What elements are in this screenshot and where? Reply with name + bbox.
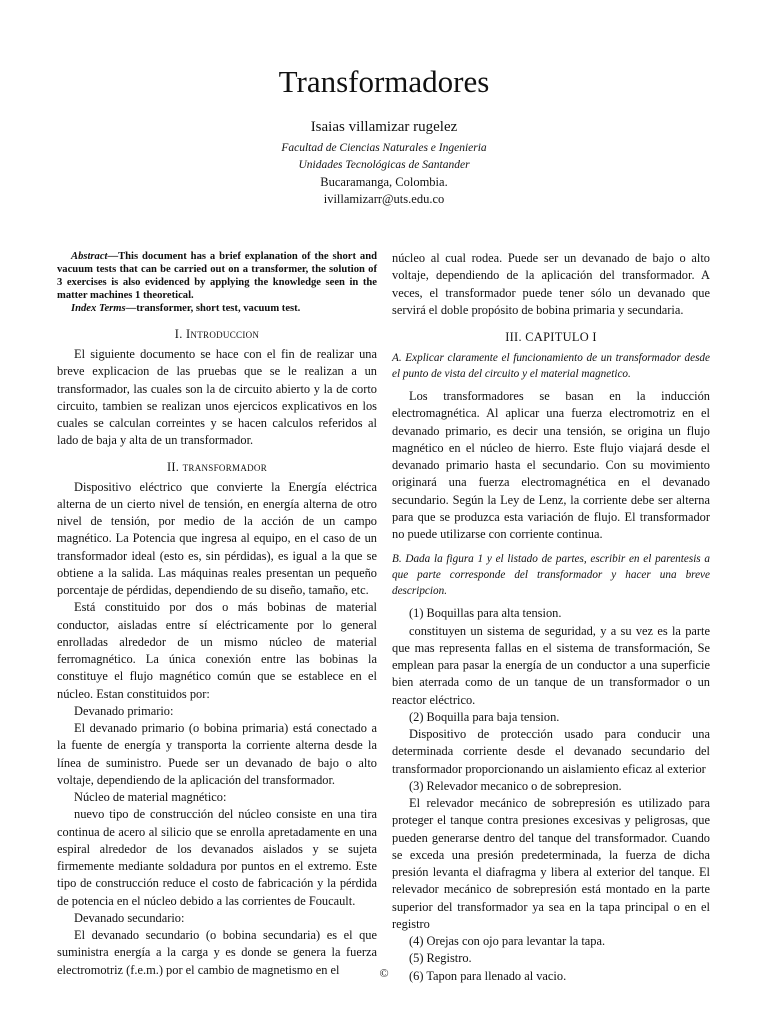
section-3-name: CAPITULO I <box>525 330 597 344</box>
paragraph: Devanado primario: <box>74 703 174 718</box>
list-item: (4) Orejas con ojo para levantar la tapa. <box>409 934 606 948</box>
paragraph: Dispositivo de protección usado para conducir una determinada corriente desde el devanado secundario del transformador proporcionando un aislamiento eficaz al exterior <box>392 727 710 776</box>
author-name: Isaias villamizar rugelez <box>310 119 458 135</box>
paragraph: El devanado primario (o bobina primaria) está conectado a la fuente de energía y transporta la corriente alterna desde la línea de suministro. Puede ser un devanado de bajo o alto voltaje, dependiendo de la aplicación del transformador. <box>57 721 377 787</box>
right-column <box>392 250 710 985</box>
author-university: Unidades Tecnológicas de Santander <box>298 159 470 171</box>
copyright-mark: © <box>379 966 389 980</box>
list-item: (6) Tapon para llenado al vacio. <box>409 968 567 983</box>
paragraph: Núcleo de material magnético: <box>74 790 227 804</box>
list-item: (1) Boquillas para alta tension. <box>409 606 562 621</box>
list-item: (5) Registro. <box>409 951 472 966</box>
paragraph: nuevo tipo de construcción del núcleo consiste en una tira continua de acero al silicio que se enrolla apretadamente en una espiral alrededor de los devanados aislados y se sujeta firmemente mediante soldadura por puntos en el extremo. Este tipo de construcción reduce el costo de fabricación y la pérdida de potencia en el núcleo debido a las corrientes de Foucault. <box>57 807 377 908</box>
paragraph: El siguiente documento se hace con el fin de realizar una breve explicacion de las pruebas que se le realizan a un transformador, las cuales son la de circuito abierto y la de corto circuito, tambien se realizan unos ejercicos explicativos en los cuales se calculan correintes y se hacen calculos referidos al lado de baja y alta de un transformador. <box>57 347 377 448</box>
abstract-text: This document has a brief explanation of the short and vacuum tests that can be carried out on a transformer, the solution of 3 exercises is also evidenced by applying the knowledge seen in the matter machines 1 theoretical. <box>57 251 377 301</box>
paragraph: El relevador mecánico de sobrepresión es utilizado para proteger el tanque contra presiones excesivas y peligrosas, que pueden generarse dentro del tanque del transformador. Cuando se exceda una presión predeterminada, la fuerza de dicha presión levanta el diafragma y libera al exterior del tanque. El relevador mecánico de sobrepresión está montado en la parte superior del transformador ya sea en la tapa principal o en el registro <box>392 796 710 931</box>
paragraph: Dispositivo eléctrico que convierte la Energía eléctrica alterna de un cierto nivel de tensión, en energía alterna de otro nivel de tensión, por medio de la acción de un campo magnético. La Potencia que ingresa al equipo, en el caso de un transformador ideal (esto es, sin pérdidas), es igual a la que se obtiene a la salida. Las máquinas reales presentan un pequeño porcentaje de pérdidas, dependiendo de su diseño, tamaño, etc. <box>57 479 377 597</box>
author-faculty: Facultad de Ciencias Naturales e Ingenieria <box>281 142 487 154</box>
abstract-label: Abstract <box>71 251 108 262</box>
index-terms-dash: — <box>125 303 137 314</box>
section-2-name: transformador <box>182 459 268 474</box>
index-terms-label: Index Terms <box>71 303 126 314</box>
list-item: (3) Relevador mecanico o de sobrepresion. <box>409 778 622 793</box>
section-1-name: Introduccion <box>186 327 260 341</box>
index-terms <box>57 302 377 315</box>
author-email[interactable]: ivillamizarr@uts.edu.co <box>323 192 445 206</box>
index-terms-text: transformer, short test, vacuum test. <box>136 303 301 314</box>
section-3-number: III. <box>505 330 522 344</box>
paragraph: Devanado secundario: <box>74 910 185 925</box>
subsection-b-heading: B. Dada la figura 1 y el listado de partes, escribir en el parentesis a que parte corresponde del transformador y hacer una breve descripcion. <box>392 553 710 598</box>
section-heading-3 <box>392 328 710 346</box>
left-column <box>57 250 377 979</box>
section-heading-2 <box>57 458 377 476</box>
section-heading-1 <box>57 325 377 343</box>
paragraph: Los transformadores se basan en la inducción electromagnética. Al aplicar una fuerza electromotriz en el devanado primario, es decir una tensión, se origina un flujo magnético en el núcleo de hierro. Este flujo viajará desde el devanado primario hasta el secundario. Con su movimiento originará una fuerza electromagnética en el devanado secundario. Según la Ley de Lenz, la corriente debe ser alterna para que se produzca esta variación de flujo. El transformador no puede utilizarse con corriente continua. <box>392 389 710 541</box>
list-item: (2) Boquilla para baja tension. <box>409 709 560 724</box>
abstract <box>57 250 377 302</box>
paper-title: Transformadores <box>278 64 490 99</box>
section-2-number: II. <box>166 459 180 474</box>
paragraph: Está constituido por dos o más bobinas de material conductor, aisladas entre sí eléctricamente por lo general enrolladas alrededor de un mismo núcleo de material ferromagnético. La única conexión entre las bobinas la constituye el flujo magnético común que se establece en el núcleo. Estan constituidos por: <box>57 600 377 701</box>
subsection-a-heading: A. Explicar claramente el funcionamiento de un transformador desde el punto de vista del circuito y el material magnetico. <box>392 352 710 380</box>
section-1-number: I. <box>174 327 183 341</box>
paragraph: El devanado secundario (o bobina secundaria) es el que suministra energía a la carga y es donde se genera la fuerza electromotriz (f.e.m.) por el cambio de magnetismo en el <box>57 928 377 977</box>
author-location: Bucaramanga, Colombia. <box>320 175 448 189</box>
paragraph-continued: núcleo al cual rodea. Puede ser un devanado de bajo o alto voltaje, dependiendo de la aplicación del transformador. A veces, el transformador puede tener sólo un devanado que servirá el doble propósito de bobina primaria y secundaria. <box>392 251 710 317</box>
author-block <box>0 118 768 208</box>
abstract-dash: — <box>107 251 119 262</box>
paragraph: constituyen un sistema de seguridad, y a su vez es la parte que mas representa fallas en el sistema de transformación, Se emplean para pasar la energía de un conductor a una superficie bien aterrada como de un tanque de un transformador o un reactor eléctrico. <box>392 623 710 707</box>
